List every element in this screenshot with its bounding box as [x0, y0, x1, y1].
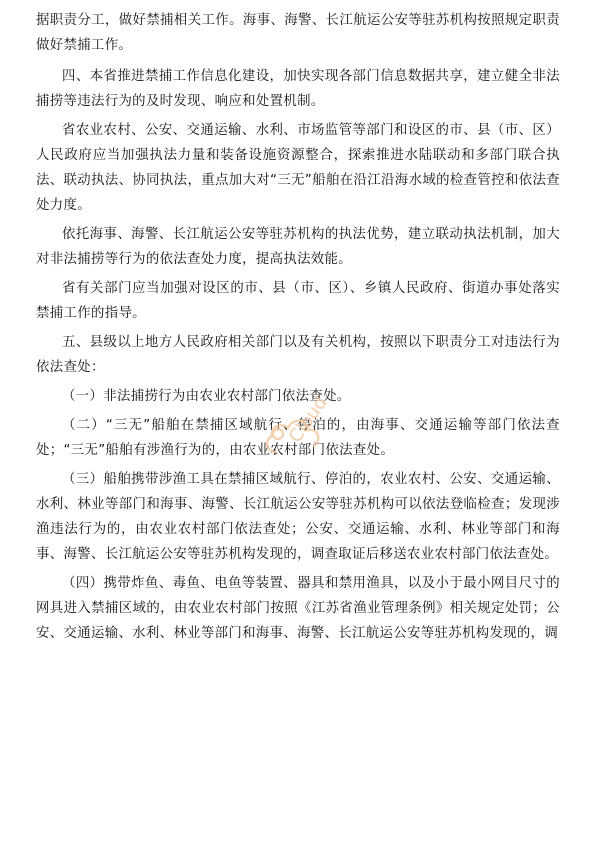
- paragraph-9: （三）船舶携带涉渔工具在禁捕区域航行、停泊的，农业农村、公安、交通运输、水利、林业等部门和海事、海警、长江航运公安等驻苏机构可以依法登临检查；发现涉渔违法行为的，由农业农村部门依法查处；公安、交通运输、水利、林业等部门和海事、海警、长江航运公安等驻苏机构发现的，调查取证后移送农业农村部门依法查处。: [36, 472, 560, 562]
- document-body: [36, 8, 560, 650]
- paragraph-6: 五、县级以上地方人民政府相关部门以及有关机构，按照以下职责分工对违法行为依法查处：: [36, 335, 560, 375]
- paragraph-8: （二）“三无”船舶在禁捕区域航行、停泊的，由海事、交通运输等部门依法查处；“三无”船舶有涉渔行为的，由农业农村部门依法查处。: [36, 418, 560, 458]
- paragraph-3: 省农业农村、公安、交通运输、水利、市场监管等部门和设区的市、县（市、区）人民政府应当加强执法力量和装备设施资源整合，探索推进水陆联动和多部门联合执法、联动执法、协同执法，重点加大对“三无”船舶在沿江沿海水域的检查管控和依法查处力度。: [36, 123, 560, 213]
- paragraph-4: 依托海事、海警、长江航运公安等驻苏机构的执法优势，建立联动执法机制，加大对非法捕捞等行为的依法查处力度，提高执法效能。: [36, 227, 560, 267]
- paragraph-5: 省有关部门应当加强对设区的市、县（市、区）、乡镇人民政府、街道办事处落实禁捕工作的指导。: [36, 281, 560, 321]
- paragraph-2: 四、本省推进禁捕工作信息化建设，加快实现各部门信息数据共享，建立健全非法捕捞等违法行为的及时发现、响应和处置机制。: [36, 69, 560, 109]
- paragraph-10: （四）携带炸鱼、毒鱼、电鱼等装置、器具和禁用渔具，以及小于最小网目尺寸的网具进入禁捕区域的，由农业农村部门按照《江苏省渔业管理条例》相关规定处罚；公安、交通运输、水利、林业等部门和海事、海警、长江航运公安等驻苏机构发现的，调: [36, 576, 560, 641]
- paragraph-7: （一）非法捕捞行为由农业农村部门依法查处。: [62, 389, 351, 404]
- paragraph-1: 据职责分工，做好禁捕相关工作。海事、海警、长江航运公安等驻苏机构按照规定职责做好禁捕工作。: [36, 13, 560, 53]
- watermark-text: Cloud: [284, 392, 332, 447]
